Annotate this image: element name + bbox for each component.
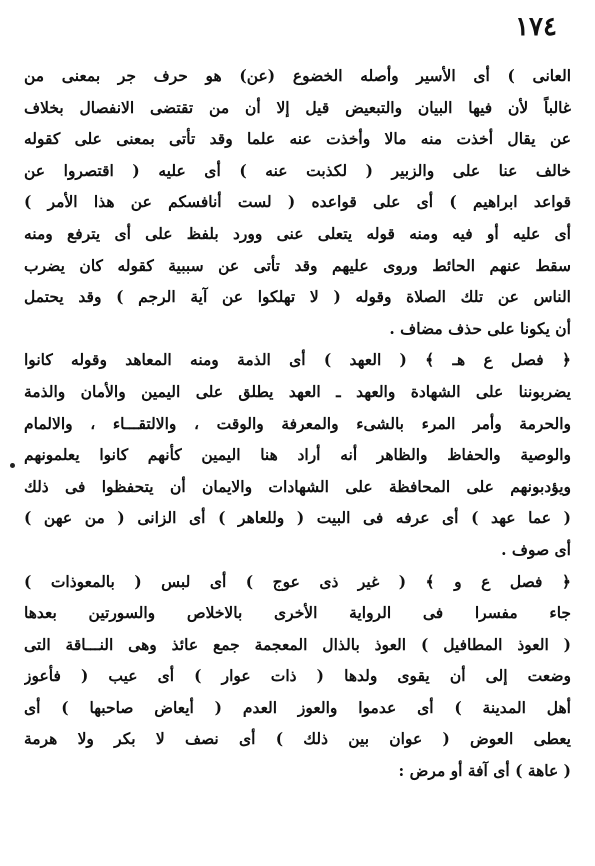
text-line: غالباً لأن فيها البيان والتبعيض قيل إلا أن من تقتضى الانفصال بخلاف [24,97,571,117]
text-line: ( عاهة ) أى آفة أو مرض : [398,761,571,781]
text-line: جاء مفسرا فى الرواية الأخرى بالاخلاص والسورتين بعدها [24,603,571,623]
text-line: ( العوذ المطافيل ) العوذ بالذال المعجمة جمع عائذ وهى النـــاقة التى [24,634,571,654]
text-line: سقط عنهم الحائط وروى عليهم وقد تأتى عن سببية كقوله كان يضرب [24,255,571,275]
text-line: أن يكونا على حذف مضاف . [389,318,571,338]
text-line: يضربوننا على الشهادة والعهد ـ العهد يطلق على اليمين والأمان والذمة [24,381,571,401]
text-line: الناس عن تلك الصلاة وقوله ( لا تهلكوا عن آية الرجم ) وقد يحتمل [24,287,571,307]
text-line: أى عليه أو فيه ومنه قوله يتعلى عنى وورد بلفظ على أى يترفع ومنه [24,223,571,243]
ink-speck [10,463,15,468]
text-line: العانى ) أى الأسير وأصله الخضوع (عن) هو حرف جر بمعنى من [24,66,571,85]
section-heading-line: ﴿ فصل ع هـ ﴾ ( العهد ) أى الذمة ومنه المعاهد وقوله كانوا [24,350,571,370]
text-line: عن يقال أخذت منه مالا وأخذت عنه علما وقد تأتى بمعنى على كقوله [24,129,571,149]
text-line: ويؤدبونهم على المحافظة على الشهادات والايمان أن يتحفظوا فى ذلك [24,476,571,496]
text-line: خالف عنا على والزبير ( لكذبت عنه ) أى عليه ( اقتصروا عن [24,160,571,180]
text-line: ( عما عهد ) أى عرفه فى البيت ( وللعاهر ) أى الزانى ( من عهن ) [24,508,571,528]
text-line: والحرمة وأمر المرء بالشىء والمعرفة والوقت ، والالتقـــاء ، والالمام [24,413,571,433]
page-text [24,60,571,787]
text-line: أى صوف . [501,539,571,559]
page-number: ١٧٤ [515,12,557,42]
text-line: قواعد ابراهيم ) أى على قواعده ( لست أنافسكم عن هذا الأمر ) [24,192,571,212]
text-line: والوصية والحفاظ والظاهر أنه أراد هنا اليمين كأنهم كانوا يعلمونهم [24,445,571,465]
text-line: وضعت إلى أن يقوى ولدها ( ذات عوار ) أى عيب ( فأعوز [24,666,571,686]
text-line: أهل المدينة ) أى عدموا والعوز العدم ( أيعاض صاحبها ) أى [24,697,571,717]
text-line: يعطى العوض ( عوان بين ذلك ) أى نصف لا بكر ولا هرمة [24,729,571,749]
section-heading-line: ﴿ فصل ع و ﴾ ( غير ذى عوج ) أى لبس ( بالمعوذات ) [24,571,571,591]
